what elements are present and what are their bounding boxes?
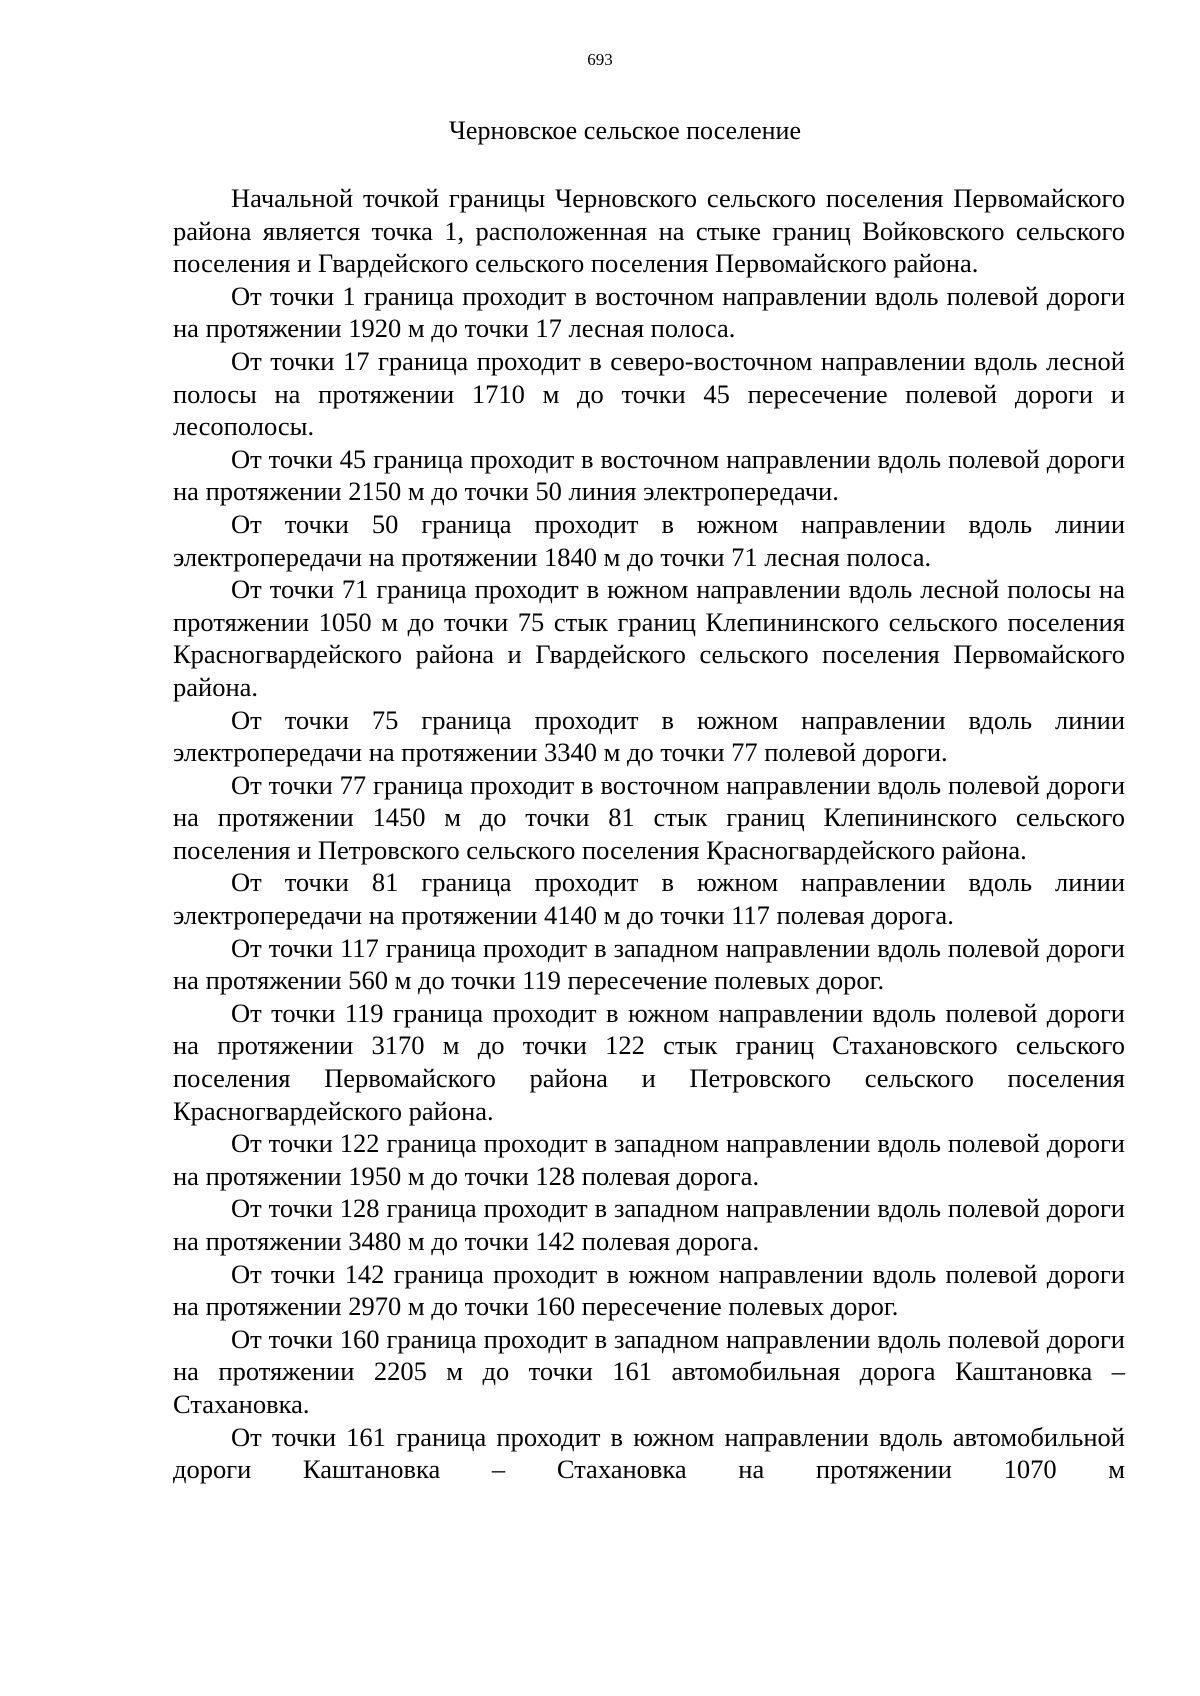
paragraph: Начальной точкой границы Черновского сельского поселения Первомайского района является точка 1, расположенная на стыке границ Войковского сельского поселения и Гвардейского сельского поселения Первомайского района. [173, 183, 1125, 279]
page-number: 693 [587, 50, 613, 69]
paragraph: От точки 122 граница проходит в западном направлении вдоль полевой дороги на протяжении 1950 м до точки 128 полевая дорога. [173, 1128, 1125, 1191]
paragraph: От точки 142 граница проходит в южном направлении вдоль полевой дороги на протяжении 2970 м до точки 160 пересечение полевых дорог. [173, 1258, 1125, 1322]
paragraph: От точки 77 граница проходит в восточном направлении вдоль полевой дороги на протяжении 1450 м до точки 81 стык границ Клепининского сельского поселения и Петровского сельского поселения Красногвардейского района. [173, 769, 1125, 865]
paragraph: От точки 45 граница проходит в восточном направлении вдоль полевой дороги на протяжении 2150 м до точки 50 линия электропередачи. [173, 443, 1125, 507]
paragraph: От точки 128 граница проходит в западном направлении вдоль полевой дороги на протяжении 3480 м до точки 142 полевая дорога. [173, 1193, 1125, 1256]
document-body [173, 182, 1125, 1486]
paragraph: От точки 81 граница проходит в южном направлении вдоль линии электропередачи на протяжении 4140 м до точки 117 полевая дорога. [173, 867, 1125, 931]
paragraph: От точки 160 граница проходит в западном направлении вдоль полевой дороги на протяжении 2205 м до точки 161 автомобильная дорога Каштановка – Стахановка. [173, 1323, 1125, 1419]
paragraph: От точки 75 граница проходит в южном направлении вдоль линии электропередачи на протяжении 3340 м до точки 77 полевой дороги. [173, 704, 1125, 768]
paragraph: От точки 17 граница проходит в северо-восточном направлении вдоль лесной полосы на протяжении 1710 м до точки 45 пересечение полевой дороги и лесополосы. [173, 345, 1125, 442]
paragraph: От точки 119 граница проходит в южном направлении вдоль полевой дороги на протяжении 3170 м до точки 122 стык границ Стахановского сельского поселения Первомайского района и Петровского сельского поселения Красногвардейского района. [173, 997, 1125, 1126]
paragraph: От точки 1 граница проходит в восточном направлении вдоль полевой дороги на протяжении 1920 м до точки 17 лесная полоса. [173, 280, 1125, 344]
paragraph: От точки 71 граница проходит в южном направлении вдоль лесной полосы на протяжении 1050 м до точки 75 стык границ Клепининского сельского поселения Красногвардейского района и Гвардейского сельского поселения Первомайского района. [173, 574, 1125, 702]
paragraph: От точки 161 граница проходит в южном направлении вдоль автомобильной дороги Каштановка – Стахановка на протяжении 1070 м [173, 1421, 1125, 1485]
paragraph: От точки 50 граница проходит в южном направлении вдоль линии электропередачи на протяжении 1840 м до точки 71 лесная полоса. [173, 508, 1125, 572]
paragraph: От точки 117 граница проходит в западном направлении вдоль полевой дороги на протяжении 560 м до точки 119 пересечение полевых дорог. [173, 932, 1125, 996]
document-title: Черновское сельское поселение [449, 116, 801, 145]
